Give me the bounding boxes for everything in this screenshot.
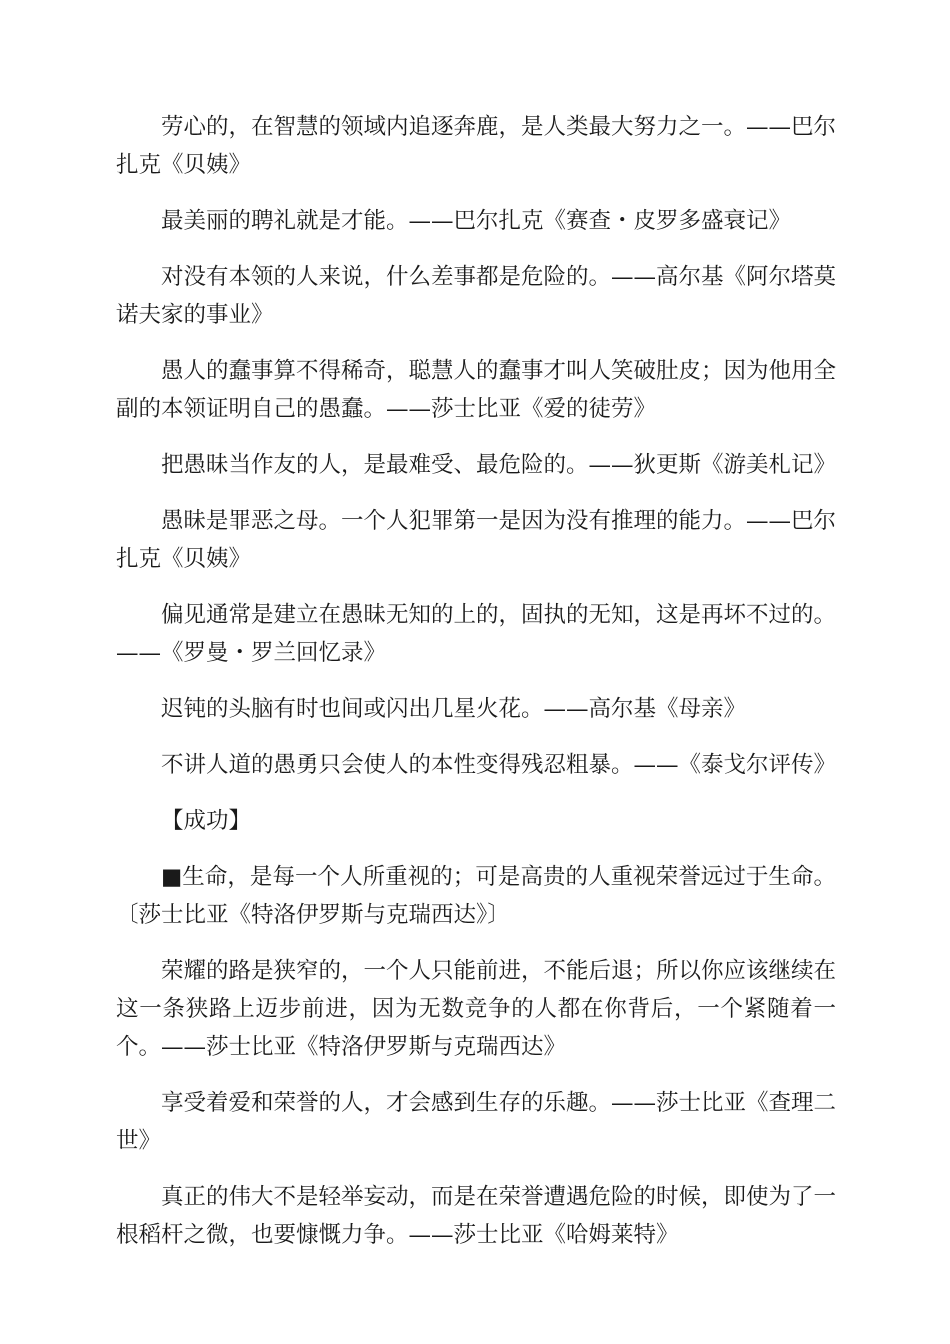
quote-paragraph: 偏见通常是建立在愚昧无知的上的，固执的无知，这是再坏不过的。——《罗曼・罗兰回忆录》 bbox=[116, 602, 837, 666]
quote-paragraph: 真正的伟大不是轻举妄动，而是在荣誉遭遇危险的时候，即使为了一根稻杆之微，也要慷慨力争。——莎士比亚《哈姆莱特》 bbox=[116, 1184, 837, 1248]
quote-paragraph: 最美丽的聘礼就是才能。——巴尔扎克《赛查・皮罗多盛衰记》 bbox=[161, 208, 792, 234]
quote-paragraph: ■生命，是每一个人所重视的；可是高贵的人重视荣誉远过于生命。〔莎士比亚《特洛伊罗斯与克瑞西达》〕 bbox=[116, 864, 836, 928]
quote-paragraph: 把愚昧当作友的人，是最难受、最危险的。——狄更斯《游美札记》 bbox=[161, 452, 837, 478]
quote-paragraph: 对没有本领的人来说，什么差事都是危险的。——高尔基《阿尔塔莫诺夫家的事业》 bbox=[116, 264, 837, 328]
quote-paragraph: 享受着爱和荣誉的人，才会感到生存的乐趣。——莎士比亚《查理二世》 bbox=[116, 1090, 837, 1154]
quote-paragraph: 愚人的蠢事算不得稀奇，聪慧人的蠢事才叫人笑破肚皮；因为他用全副的本领证明自己的愚蠢。——莎士比亚《爱的徒劳》 bbox=[116, 358, 837, 422]
quote-paragraph: 迟钝的头脑有时也间或闪出几星火花。——高尔基《母亲》 bbox=[161, 696, 747, 722]
quote-paragraph: 不讲人道的愚勇只会使人的本性变得残忍粗暴。——《泰戈尔评传》 bbox=[161, 752, 837, 778]
quote-paragraph: 愚昧是罪恶之母。一个人犯罪第一是因为没有推理的能力。——巴尔扎克《贝姨》 bbox=[116, 508, 837, 572]
quote-paragraph: 荣耀的路是狭窄的，一个人只能前进，不能后退；所以你应该继续在这一条狭路上迈步前进，因为无数竞争的人都在你背后，一个紧随着一个。——莎士比亚《特洛伊罗斯与克瑞西达》 bbox=[116, 958, 837, 1060]
quote-paragraph: 劳心的，在智慧的领域内追逐奔鹿，是人类最大努力之一。——巴尔扎克《贝姨》 bbox=[116, 114, 837, 178]
section-heading: 【成功】 bbox=[161, 808, 252, 834]
document-body bbox=[116, 108, 836, 1272]
